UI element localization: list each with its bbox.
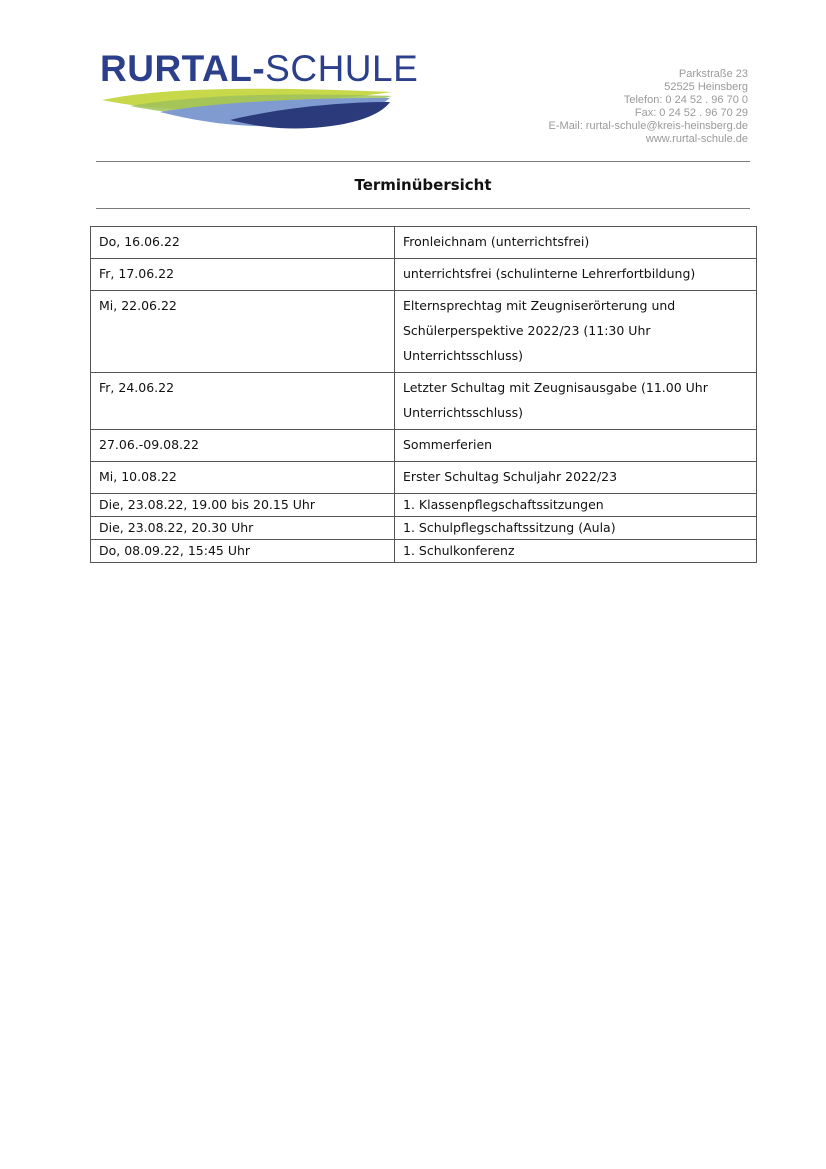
page-title: Terminübersicht — [354, 176, 492, 194]
event-description: unterrichtsfrei (schulinterne Lehrerfortbildung) — [395, 259, 757, 291]
event-description: Letzter Schultag mit Zeugnisausgabe (11.00 Uhr Unterrichtsschluss) — [395, 373, 757, 430]
table-row — [91, 259, 757, 291]
event-description: Erster Schultag Schuljahr 2022/23 — [395, 462, 757, 494]
event-description: Elternsprechtag mit Zeugniserörterung und Schülerperspektive 2022/23 (11:30 Uhr Unterrichtsschluss) — [395, 291, 757, 373]
table-row — [91, 227, 757, 259]
events-table — [90, 226, 757, 563]
event-date: Do, 16.06.22 — [91, 227, 395, 259]
wave-logo-icon — [100, 84, 400, 136]
event-date: Mi, 10.08.22 — [91, 462, 395, 494]
header-divider-top — [96, 161, 750, 162]
event-date: Die, 23.08.22, 20.30 Uhr — [91, 517, 395, 540]
event-date: 27.06.-09.08.22 — [91, 430, 395, 462]
table-row — [91, 517, 757, 540]
event-date: Fr, 17.06.22 — [91, 259, 395, 291]
event-date: Die, 23.08.22, 19.00 bis 20.15 Uhr — [91, 494, 395, 517]
address-phone: Telefon: 0 24 52 . 96 70 0 — [623, 94, 748, 106]
school-logo — [100, 46, 419, 136]
event-date: Mi, 22.06.22 — [91, 291, 395, 373]
table-row — [91, 373, 757, 430]
logo-text-light: SCHULE — [265, 48, 419, 89]
event-date: Do, 08.09.22, 15:45 Uhr — [91, 540, 395, 563]
event-description: 1. Schulkonferenz — [395, 540, 757, 563]
event-description: 1. Schulpflegschaftssitzung (Aula) — [395, 517, 757, 540]
table-row — [91, 430, 757, 462]
logo-text-bold: RURTAL- — [100, 48, 266, 89]
event-date: Fr, 24.06.22 — [91, 373, 395, 430]
event-description: Sommerferien — [395, 430, 757, 462]
table-row — [91, 494, 757, 517]
table-row — [91, 291, 757, 373]
header-divider-bottom — [96, 208, 750, 209]
table-row — [91, 540, 757, 563]
table-row — [91, 462, 757, 494]
address-fax: Fax: 0 24 52 . 96 70 29 — [634, 107, 748, 119]
address-email: E-Mail: rurtal-schule@kreis-heinsberg.de — [548, 120, 748, 132]
address-website: www.rurtal-schule.de — [645, 133, 748, 145]
school-address — [549, 68, 748, 146]
address-street: Parkstraße 23 — [678, 68, 748, 80]
event-description: Fronleichnam (unterrichtsfrei) — [395, 227, 757, 259]
address-city: 52525 Heinsberg — [664, 81, 748, 93]
event-description: 1. Klassenpflegschaftssitzungen — [395, 494, 757, 517]
